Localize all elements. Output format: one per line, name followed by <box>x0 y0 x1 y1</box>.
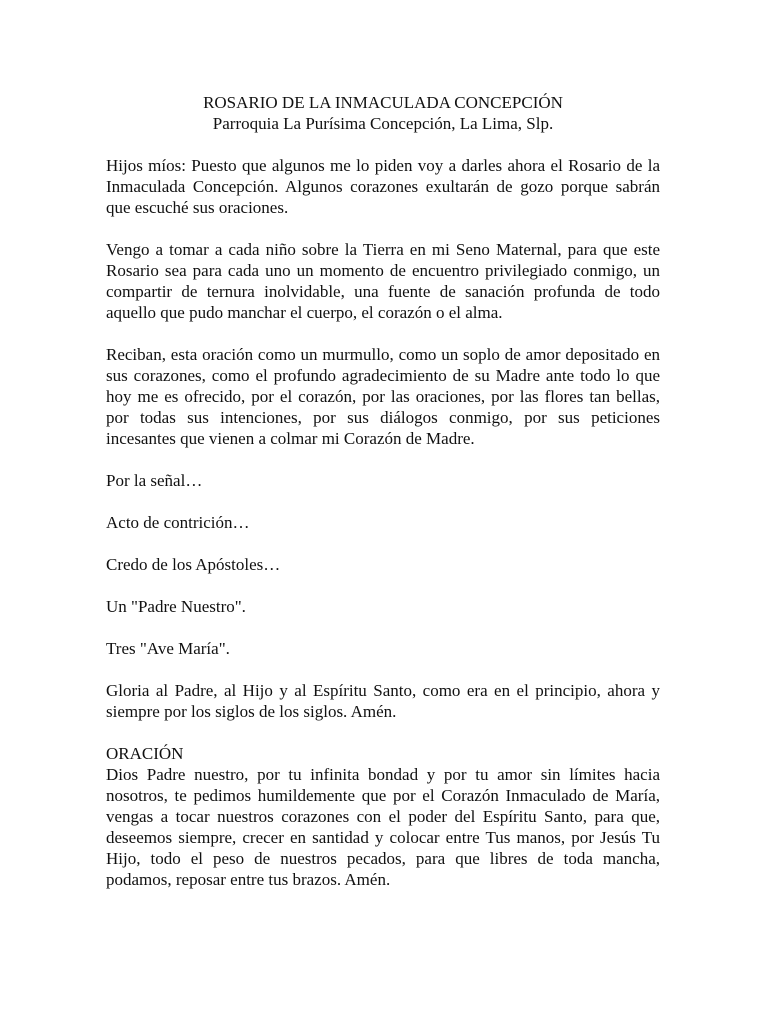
document-title: ROSARIO DE LA INMACULADA CONCEPCIÓN <box>203 93 563 112</box>
prayer-padre-nuestro: Un "Padre Nuestro". <box>106 597 246 616</box>
paragraph-seno-maternal: Vengo a tomar a cada niño sobre la Tierra en mi Seno Maternal, para que este Rosario sea para cada uno un momento de encuentro privilegiado conmigo, un compartir de ternura inolvidable, una fuente de sanación profunda de todo aquello que pudo manchar el cuerpo, el corazón o el alma. <box>106 240 660 322</box>
title-block <box>106 92 660 134</box>
paragraph-intro: Hijos míos: Puesto que algunos me lo piden voy a darles ahora el Rosario de la Inmaculada Concepción. Algunos corazones exultarán de gozo porque sabrán que escuché sus oraciones. <box>106 156 660 217</box>
oracion-heading: ORACIÓN <box>106 744 184 763</box>
prayer-credo: Credo de los Apóstoles… <box>106 555 281 574</box>
document-subtitle: Parroquia La Purísima Concepción, La Lima, Slp. <box>212 114 554 133</box>
paragraph-reciban: Reciban, esta oración como un murmullo, como un soplo de amor depositado en sus corazones, como el profundo agradecimiento de su Madre ante todo lo que hoy me es ofrecido, por el corazón, por las oraciones, por las flores tan bellas, por todas sus intenciones, por sus diálogos conmigo, por sus peticiones incesantes que vienen a colmar mi Corazón de Madre. <box>106 345 660 448</box>
oracion-text: Dios Padre nuestro, por tu infinita bondad y por tu amor sin límites hacia nosotros, te pedimos humildemente que por el Corazón Inmaculado de María, vengas a tocar nuestros corazones con el poder del Espíritu Santo, para que, deseemos siempre, crecer en santidad y colocar entre Tus manos, por Jesús Tu Hijo, todo el peso de nuestros pecados, para que libres de toda mancha, podamos, reposar entre tus brazos. Amén. <box>106 765 660 889</box>
prayer-por-la-senal: Por la señal… <box>106 471 203 490</box>
document-page <box>106 92 660 890</box>
prayer-ave-maria: Tres "Ave María". <box>106 639 230 658</box>
prayer-acto-de-contricion: Acto de contrición… <box>106 513 250 532</box>
paragraph-gloria: Gloria al Padre, al Hijo y al Espíritu Santo, como era en el principio, ahora y siempre por los siglos de los siglos. Amén. <box>106 681 660 721</box>
